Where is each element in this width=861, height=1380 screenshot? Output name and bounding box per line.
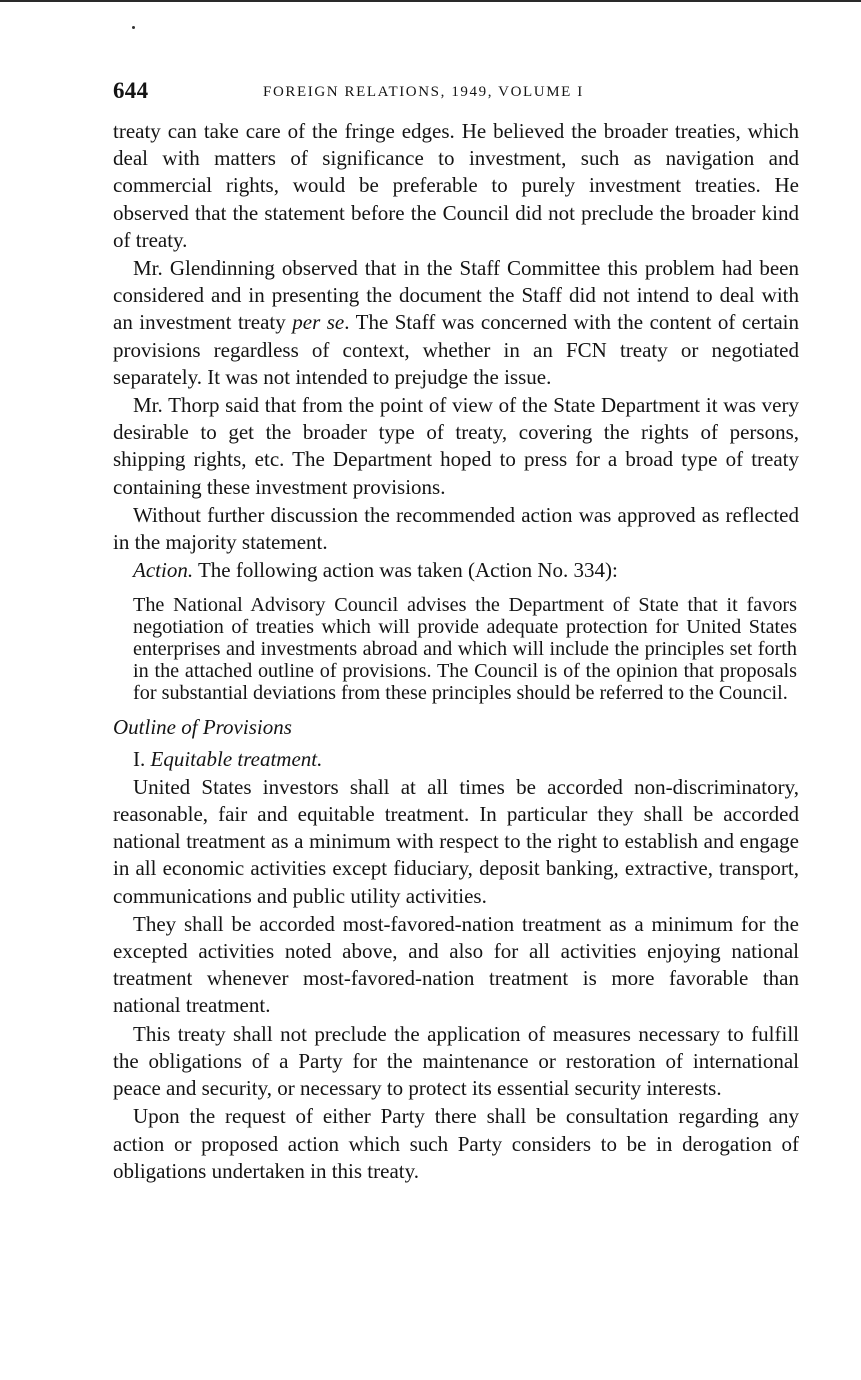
document-page [113, 78, 799, 1185]
running-head [113, 78, 799, 112]
paragraph-consultation: Upon the request of either Party there shall be consultation regarding any action or proposed action which such Party considers to be in derogation of obligations undertaken in this treaty. [113, 1104, 799, 1183]
action-extract-block [133, 594, 797, 704]
paragraph-mfn: They shall be accorded most-favored-nation treatment as a minimum for the excepted activities noted above, and also for all activities enjoying national treatment whenever most-favored-nation treatment is more favorable than national treatment. [113, 911, 799, 1018]
paragraph-glendinning [113, 255, 799, 391]
paragraph-approval: Without further discussion the recommended action was approved as reflected in the majority statement. [113, 502, 799, 555]
paragraph-thorp: Mr. Thorp said that from the point of view of the State Department it was very desirable to get the broader type of treaty, covering the rights of persons, shipping rights, etc. The Department hoped to press for a broad type of treaty containing these investment provisions. [113, 393, 799, 499]
section-number: I. [133, 746, 146, 771]
paragraph-broader-treaties: treaty can take care of the fringe edges. He believed the broader treaties, which deal with matters of significance to investment, such as navigation and commercial rights, would be preferable to purely investment treaties. He observed that the statement before the Council did not preclude the broader kind of treaty. [113, 119, 799, 252]
paragraph-investors: United States investors shall at all times be accorded non-discriminatory, reasonable, fair and equitable treatment. In particular they shall be accorded national treatment as a minimum with respect to the right to establish and engage in all economic activities except fiduciary, deposit banking, extractive, transport, communications and public utility activities. [113, 774, 799, 908]
action-text: The following action was taken (Action No. 334): [193, 558, 618, 583]
action-extract-text: The National Advisory Council advises the Department of State that it favors negotiation of treaties which will provide adequate protection for United States enterprises and investments abroad and which will include the principles set forth in the attached outline of provisions. The Council is of the opinion that proposals for substantial deviations from these principles should be referred to the Council. [133, 594, 797, 705]
outline-heading: Outline of Provisions [113, 715, 292, 740]
top-border-rule [0, 0, 861, 2]
running-title: FOREIGN RELATIONS, 1949, VOLUME I [263, 84, 584, 100]
page-number: 644 [113, 78, 149, 103]
paragraph-security: This treaty shall not preclude the application of measures necessary to fulfill the obligations of a Party for the maintenance or restoration of international peace and security, or necessary to protect its essential security interests. [113, 1021, 799, 1101]
section-heading [113, 746, 799, 773]
action-label: Action. [133, 558, 194, 583]
section-title: Equitable treatment. [150, 746, 323, 771]
print-speck [132, 26, 135, 29]
paragraph-glendinning-text-a: Mr. Glendinning observed that in the Staff Committee this problem had been considered and in presenting the document the Staff did not intend to deal with an investment treaty [113, 256, 799, 335]
paragraph-action [113, 557, 799, 584]
italic-per-se: per se [292, 310, 345, 335]
paragraph-glendinning-text-b: . The Staff was concerned with the content of certain provisions regardless of context, whether in an FCN treaty or negotiated separately. It was not intended to prejudge the issue. [113, 310, 799, 389]
